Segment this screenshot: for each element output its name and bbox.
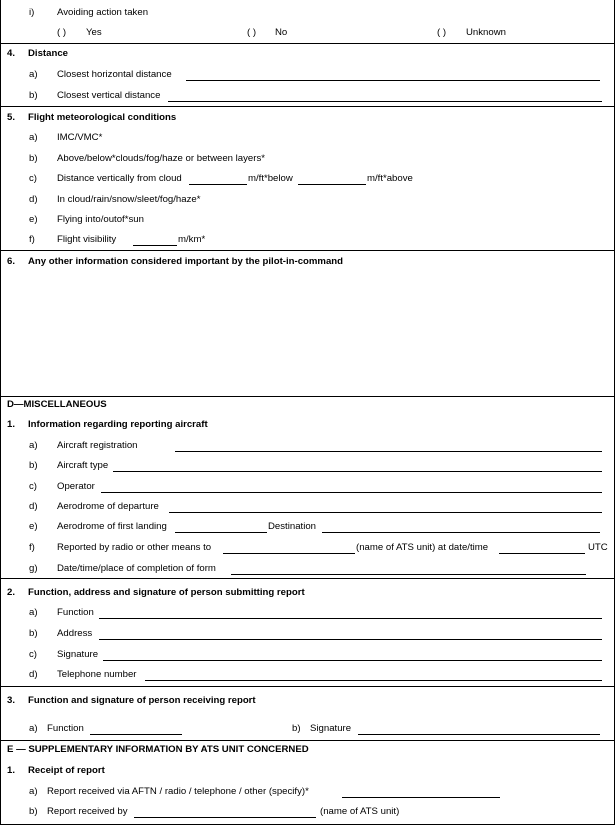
submitter-function-row — [1, 606, 614, 620]
item-letter: f) — [29, 234, 35, 245]
item-letter: d) — [29, 194, 38, 205]
item-letter: b) — [29, 90, 38, 101]
reporting-aircraft-header — [1, 418, 614, 432]
item-label: Signature — [57, 649, 99, 660]
section-title: Any other information considered important by the pilot-in-command — [28, 256, 344, 267]
item-label: Function — [47, 723, 84, 734]
received-by-row — [1, 805, 614, 819]
meteo-item-b — [1, 152, 614, 166]
completion-row — [1, 562, 614, 576]
receipt-header — [1, 764, 614, 778]
no-label: No — [275, 27, 288, 38]
date-time-field[interactable] — [499, 553, 585, 554]
section-title: Distance — [28, 48, 68, 59]
item-label: Operator — [57, 481, 95, 492]
avoiding-action-options — [1, 26, 614, 40]
section-number: 2. — [7, 587, 16, 598]
item-letter: a) — [29, 440, 38, 451]
received-by-field[interactable] — [134, 817, 316, 818]
section-number: 6. — [7, 256, 16, 267]
section-distance-header — [1, 47, 614, 61]
aircraft-type-field[interactable] — [113, 471, 602, 472]
receiver-function-field[interactable] — [90, 734, 182, 735]
section-number: 3. — [7, 695, 16, 706]
section-title: D—MISCELLANEOUS — [7, 399, 107, 410]
submitter-header — [1, 586, 614, 600]
item-label: Report received by — [47, 806, 128, 817]
receiver-row — [1, 722, 614, 736]
yes-checkbox[interactable]: ( ) — [57, 27, 67, 38]
item-letter: g) — [29, 563, 38, 574]
yes-label: Yes — [86, 27, 102, 38]
item-letter: b) — [29, 153, 38, 164]
item-letter: c) — [29, 173, 37, 184]
item-letter: e) — [29, 521, 38, 532]
item-label: Signature — [310, 723, 352, 734]
item-letter: d) — [29, 501, 38, 512]
section-d-header — [1, 398, 614, 412]
section-meteo-divider — [1, 106, 614, 107]
item-label: Above/below*clouds/fog/haze or between layers* — [57, 153, 265, 164]
item-label: Report received via AFTN / radio / telephone / other (specify)* — [47, 786, 309, 797]
submitter-address-row — [1, 627, 614, 641]
unit-label: m/ft*below — [248, 173, 293, 184]
section-title: Receipt of report — [28, 765, 105, 776]
section-title: Function and signature of person receiving report — [28, 695, 256, 706]
item-label: Flying into/outof*sun — [57, 214, 144, 225]
section-submitter-divider — [1, 578, 614, 579]
submitter-signature-field[interactable] — [103, 660, 602, 661]
item-label: Closest vertical distance — [57, 90, 161, 101]
vertical-distance-row — [1, 89, 614, 103]
ats-unit-label: (name of ATS unit) at date/time — [356, 542, 489, 553]
section-e-header — [1, 743, 614, 757]
destination-label: Destination — [268, 521, 316, 532]
other-info-textarea[interactable] — [11, 272, 606, 392]
meteo-item-e — [1, 213, 614, 227]
received-via-field[interactable] — [342, 797, 500, 798]
item-label: Address — [57, 628, 93, 639]
section-title: Information regarding reporting aircraft — [28, 419, 208, 430]
ats-unit-label: (name of ATS unit) — [320, 806, 400, 817]
item-label: Aerodrome of first landing — [57, 521, 167, 532]
section-other-info-divider — [1, 250, 614, 251]
submitter-telephone-row — [1, 668, 614, 682]
submitter-address-field[interactable] — [99, 639, 602, 640]
item-letter: a) — [29, 786, 38, 797]
item-letter: d) — [29, 669, 38, 680]
section-d-divider — [1, 396, 614, 397]
section-distance-divider — [1, 43, 614, 44]
section-other-info-header — [1, 255, 614, 269]
completion-field[interactable] — [231, 574, 586, 575]
section-number: 5. — [7, 112, 16, 123]
item-label: Telephone number — [57, 669, 137, 680]
item-letter: a) — [29, 723, 38, 734]
cloud-above-field[interactable] — [298, 184, 366, 185]
item-letter: f) — [29, 542, 35, 553]
submitter-signature-row — [1, 648, 614, 662]
departure-aerodrome-field[interactable] — [169, 512, 602, 513]
item-label: Flight visibility — [57, 234, 117, 245]
avoiding-action-row — [1, 6, 614, 20]
received-via-row — [1, 785, 614, 799]
section-receiver-divider — [1, 686, 614, 687]
aircraft-registration-field[interactable] — [175, 451, 602, 452]
receiver-signature-field[interactable] — [358, 734, 600, 735]
item-label: Function — [57, 607, 94, 618]
meteo-item-f — [1, 233, 614, 247]
item-letter: b) — [29, 806, 38, 817]
section-meteo-header — [1, 111, 614, 125]
aircraft-registration-row — [1, 439, 614, 453]
meteo-item-c — [1, 172, 614, 186]
visibility-field[interactable] — [133, 245, 177, 246]
unknown-label: Unknown — [466, 27, 506, 38]
utc-label: UTC — [588, 542, 608, 553]
item-label: Reported by radio or other means to — [57, 542, 212, 553]
section-number: 1. — [7, 765, 16, 776]
aircraft-type-row — [1, 459, 614, 473]
first-landing-field[interactable] — [175, 532, 267, 533]
section-title: E — SUPPLEMENTARY INFORMATION BY ATS UNIT CONCERNED — [7, 744, 309, 755]
operator-row — [1, 480, 614, 494]
item-label: Aircraft registration — [57, 440, 138, 451]
cloud-below-field[interactable] — [189, 184, 247, 185]
horizontal-distance-field[interactable] — [186, 80, 600, 81]
item-label: In cloud/rain/snow/sleet/fog/haze* — [57, 194, 201, 205]
item-letter: c) — [29, 481, 37, 492]
unknown-checkbox[interactable]: ( ) — [437, 27, 447, 38]
item-letter: b) — [29, 460, 38, 471]
item-letter: a) — [29, 69, 38, 80]
first-landing-row — [1, 520, 614, 534]
section-number: 4. — [7, 48, 16, 59]
section-e-divider — [1, 740, 614, 741]
submitter-function-field[interactable] — [99, 618, 602, 619]
section-number: 1. — [7, 419, 16, 430]
item-letter: e) — [29, 214, 38, 225]
no-checkbox[interactable]: ( ) — [247, 27, 257, 38]
item-label: Avoiding action taken — [57, 7, 149, 18]
item-letter: a) — [29, 607, 38, 618]
item-letter: a) — [29, 132, 38, 143]
item-label: Aircraft type — [57, 460, 109, 471]
item-label: Date/time/place of completion of form — [57, 563, 216, 574]
submitter-telephone-field[interactable] — [145, 680, 602, 681]
section-title: Function, address and signature of person submitting report — [28, 587, 305, 598]
meteo-item-a — [1, 131, 614, 145]
vertical-distance-field[interactable] — [168, 101, 602, 102]
destination-field[interactable] — [322, 532, 600, 533]
operator-field[interactable] — [101, 492, 602, 493]
item-letter: c) — [29, 649, 37, 660]
unit-label: m/km* — [178, 234, 206, 245]
item-letter: i) — [29, 7, 35, 18]
ats-unit-field[interactable] — [223, 553, 355, 554]
item-label: IMC/VMC* — [57, 132, 103, 143]
item-label: Closest horizontal distance — [57, 69, 172, 80]
departure-aerodrome-row — [1, 500, 614, 514]
horizontal-distance-row — [1, 68, 614, 82]
item-letter: b) — [292, 723, 301, 734]
receiver-header — [1, 694, 614, 708]
section-title: Flight meteorological conditions — [28, 112, 177, 123]
item-letter: b) — [29, 628, 38, 639]
reported-by-radio-row — [1, 541, 614, 555]
item-label: Aerodrome of departure — [57, 501, 159, 512]
item-label: Distance vertically from cloud — [57, 173, 182, 184]
meteo-item-d — [1, 193, 614, 207]
unit-label: m/ft*above — [367, 173, 413, 184]
